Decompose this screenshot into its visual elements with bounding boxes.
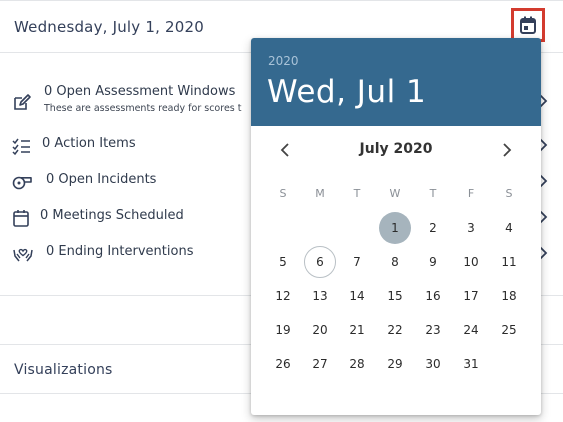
checklist-icon (12, 136, 32, 156)
calendar-day[interactable]: 31 (463, 357, 479, 371)
calendar-day[interactable]: 22 (387, 323, 403, 337)
action-items-label: 0 Action Items (42, 136, 136, 151)
calendar-day[interactable]: 1 (379, 212, 411, 244)
calendar-day[interactable]: 15 (387, 289, 403, 303)
weekday-label: F (467, 187, 475, 200)
calendar-icon (12, 208, 32, 228)
calendar-day[interactable]: 6 (304, 246, 336, 278)
calendar-day[interactable]: 23 (425, 323, 441, 337)
calendar-day[interactable]: 12 (275, 289, 291, 303)
calendar-day[interactable]: 2 (429, 221, 437, 235)
weekday-label: T (353, 187, 361, 200)
picker-selected-date[interactable]: Wed, Jul 1 (267, 74, 427, 110)
open-incidents-item[interactable] (12, 170, 252, 194)
picker-year[interactable]: 2020 (268, 54, 299, 68)
calendar-day[interactable]: 5 (279, 255, 287, 269)
visualizations-heading[interactable]: Visualizations (14, 362, 113, 378)
calendar-day[interactable]: 24 (463, 323, 479, 337)
weekday-label: W (389, 187, 401, 200)
calendar-day[interactable]: 18 (501, 289, 517, 303)
calendar-day[interactable]: 16 (425, 289, 441, 303)
calendar-day[interactable]: 19 (275, 323, 291, 337)
calendar-day[interactable]: 11 (501, 255, 517, 269)
calendar-day[interactable]: 14 (349, 289, 365, 303)
weekday-label: T (429, 187, 437, 200)
calendar-button[interactable] (511, 8, 545, 42)
calendar-day[interactable]: 29 (387, 357, 403, 371)
open-assessment-windows-item[interactable] (12, 82, 252, 114)
calendar-day[interactable]: 26 (275, 357, 291, 371)
next-month-button[interactable] (500, 142, 514, 158)
date-picker-header (251, 38, 541, 126)
calendar-day[interactable]: 21 (349, 323, 365, 337)
date-picker (251, 38, 541, 415)
calendar-day[interactable]: 27 (312, 357, 328, 371)
meetings-scheduled-item[interactable] (12, 206, 252, 230)
calendar-day[interactable]: 4 (505, 221, 513, 235)
whistle-icon (12, 172, 32, 192)
weekday-label: S (279, 187, 287, 200)
calendar-day[interactable]: 20 (312, 323, 328, 337)
calendar-day[interactable]: 10 (463, 255, 479, 269)
edit-icon (12, 92, 32, 112)
calendar-day[interactable]: 7 (353, 255, 361, 269)
calendar-day[interactable]: 8 (391, 255, 399, 269)
calendar-day[interactable]: 30 (425, 357, 441, 371)
calendar-day[interactable]: 17 (463, 289, 479, 303)
ending-interventions-label: 0 Ending Interventions (46, 244, 194, 259)
action-items-item[interactable] (12, 134, 252, 158)
ending-interventions-item[interactable] (12, 242, 252, 266)
calendar-day[interactable]: 3 (467, 221, 475, 235)
open-incidents-label: 0 Open Incidents (46, 172, 157, 187)
top-divider (0, 0, 563, 1)
calendar-day[interactable]: 25 (501, 323, 517, 337)
picker-month-label: July 2020 (359, 141, 433, 157)
hands-heart-icon (12, 244, 34, 264)
page-date: Wednesday, July 1, 2020 (14, 18, 204, 36)
open-assessment-windows-label: 0 Open Assessment Windows (44, 84, 236, 99)
weekday-label: M (315, 187, 325, 200)
calendar-day[interactable]: 28 (349, 357, 365, 371)
calendar-icon (520, 16, 536, 34)
calendar-day[interactable]: 13 (312, 289, 328, 303)
weekday-label: S (505, 187, 513, 200)
calendar-day[interactable]: 9 (429, 255, 437, 269)
meetings-scheduled-label: 0 Meetings Scheduled (40, 208, 184, 223)
open-assessment-windows-description: These are assessments ready for scores t (44, 103, 242, 114)
